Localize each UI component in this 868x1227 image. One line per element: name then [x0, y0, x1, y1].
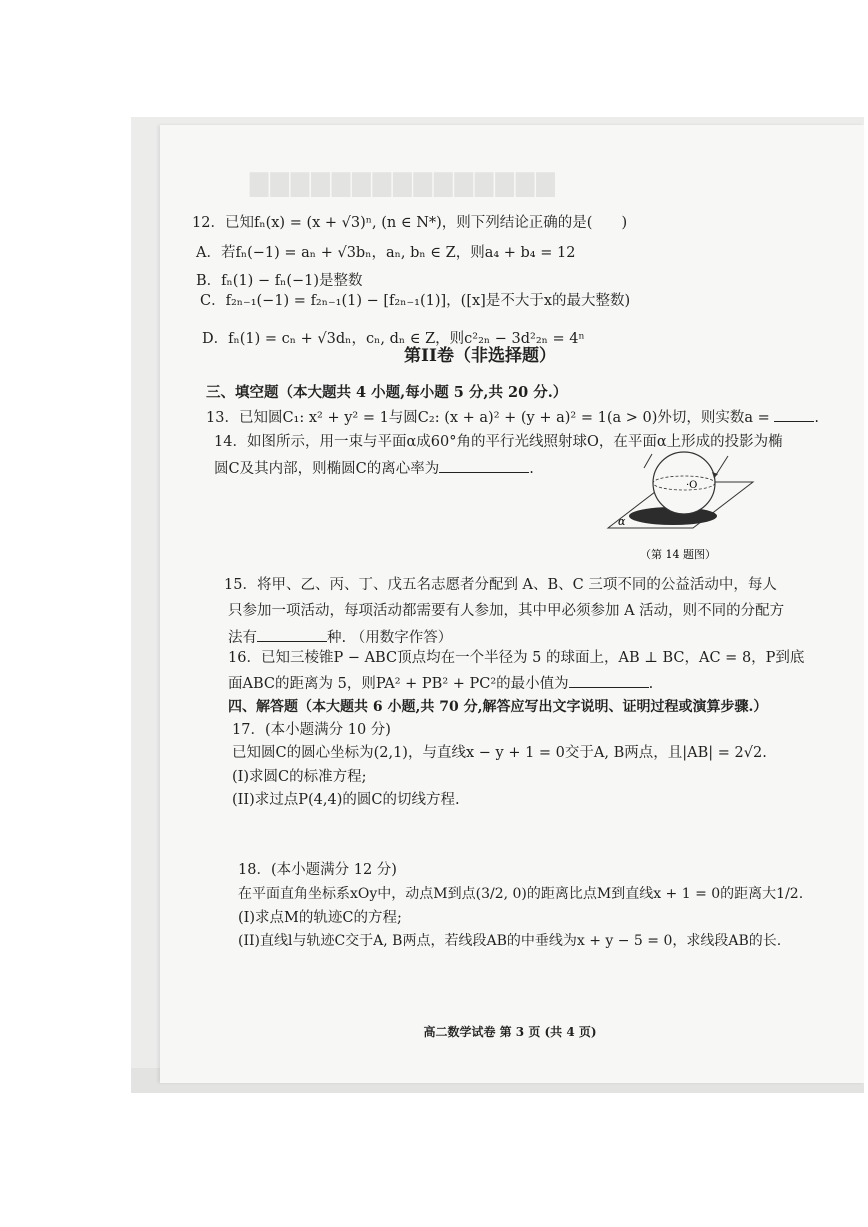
q14-figure [588, 450, 758, 570]
q18-part2: (II)直线l与轨迹C交于A, B两点，若线段AB的中垂线为x + y − 5 = 0，求线段AB的长. [238, 933, 782, 949]
q14-line2: 圆C及其内部，则椭圆C的离心率为 [214, 461, 440, 477]
q17-line1: 已知圆C的圆心坐标为(2,1)，与直线x − y + 1 = 0交于A, B两点，且|AB| = 2√2. [232, 745, 767, 761]
q13-stem: 13．已知圆C₁: x² + y² = 1与圆C₂: (x + a)² + (y + a)² = 1(a > 0)外切，则实数a = [206, 410, 770, 426]
figure-caption: （第 14 题图） [640, 548, 716, 561]
q15-answer-blank[interactable] [257, 627, 327, 642]
q13-text [206, 407, 819, 428]
q15-line1: 15．将甲、乙、丙、丁、戊五名志愿者分配到 A、B、C 三项不同的公益活动中，每人 [224, 577, 777, 593]
q13-answer-blank[interactable] [774, 407, 814, 422]
q14-line1: 14．如图所示，用一束与平面α成60°角的平行光线照射球O，在平面α上形成的投影为椭 [214, 434, 783, 450]
section4-heading: 四、解答题（本大题共 6 小题,共 70 分,解答应写出文字说明、证明过程或演算步骤.） [228, 699, 768, 715]
q14-figure-svg [588, 450, 758, 570]
q15-line3 [228, 627, 452, 648]
q15-line2: 只参加一项活动，每项活动都需要有人参加，其中甲必须参加 A 活动，则不同的分配方 [228, 603, 785, 619]
q17-part2: (II)求过点P(4,4)的圆C的切线方程. [232, 792, 460, 808]
q12-option-b: B．fₙ(1) − fₙ(−1)是整数 [196, 273, 363, 289]
q17-part1: (I)求圆C的标准方程; [232, 769, 367, 785]
light-ray-left [644, 454, 652, 468]
q16-answer-blank[interactable] [569, 673, 649, 688]
sphere-center-label: ·O [686, 480, 698, 491]
q18-part1: (I)求点M的轨迹C的方程; [238, 910, 402, 926]
q18-line1: 在平面直角坐标系xOy中，动点M到点(3/2, 0)的距离比点M到直线x + 1 = 0的距离大1/2. [238, 886, 804, 902]
q14-end: . [529, 461, 534, 477]
q12-option-c: C．f₂ₙ₋₁(−1) = f₂ₙ₋₁(1) − [f₂ₙ₋₁(1)]，([x]是不大于x的最大整数) [200, 293, 631, 309]
q15-line3-pre: 法有 [228, 630, 257, 646]
plane-label: α [618, 515, 626, 528]
q16-line2-wrap [228, 673, 653, 694]
sphere [653, 452, 715, 514]
q18-head: 18．(本小题满分 12 分) [238, 862, 397, 878]
q16-end: . [648, 676, 654, 692]
q15-line3-post: 种. （用数字作答） [327, 630, 453, 646]
q12-stem: 12．已知fₙ(x) = (x + √3)ⁿ, (n ∈ N*)，则下列结论正确的是( ) [192, 215, 628, 231]
q14-line2-wrap [214, 458, 534, 479]
q14-answer-blank[interactable] [439, 458, 529, 473]
part2-title: 第II卷（非选择题） [404, 346, 556, 366]
bleed-through-title: ▇▇▇▇▇▇▇▇▇▇▇▇▇▇▇ [250, 168, 557, 197]
q12-option-a: A．若fₙ(−1) = aₙ + √3bₙ，aₙ, bₙ ∈ Z，则a₄ + b₄ = 12 [196, 245, 576, 261]
q12-option-d: D．fₙ(1) = cₙ + √3dₙ，cₙ, dₙ ∈ Z，则c²₂ₙ − 3d²₂ₙ = 4ⁿ [202, 331, 585, 347]
q17-head: 17．(本小题满分 10 分) [232, 722, 391, 738]
q16-line2: 面ABC的距离为 5，则PA² + PB² + PC²的最小值为 [228, 676, 569, 692]
page-footer: 高二数学试卷 第 3 页 (共 4 页) [423, 1025, 597, 1039]
q16-line1: 16．已知三棱锥P − ABC顶点均在一个半径为 5 的球面上，AB ⊥ BC，AC = 8，P到底 [228, 650, 805, 666]
section3-heading: 三、填空题（本大题共 4 小题,每小题 5 分,共 20 分.） [206, 384, 568, 401]
q13-end: . [814, 410, 819, 426]
